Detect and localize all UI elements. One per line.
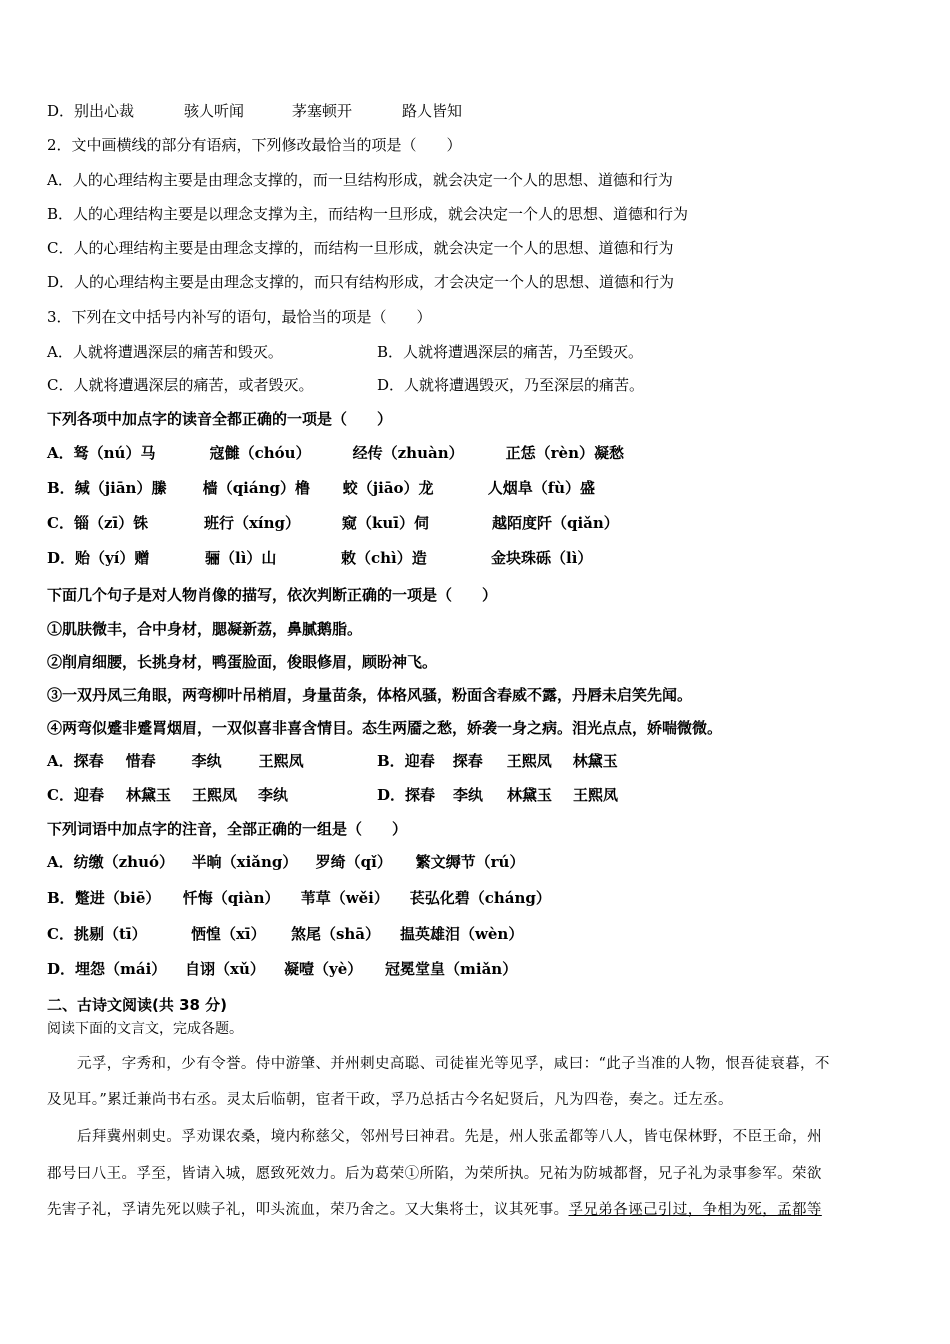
q2-option-d: D．人的心理结构主要是由理念支撑的，而只有结构形成，才会决定一个人的思想、道德和行为 <box>47 273 675 291</box>
option-item: 挑剔（tī） <box>73 925 147 943</box>
passage-line: 及见耳。”累迁兼尚书右丞。灵太后临朝，宦者干政，孚乃总括古今名妃贤后，凡为四卷，奏之。迁左丞。 <box>47 1092 733 1108</box>
option-item: 缄（jiān）縢 <box>74 479 167 497</box>
q5-sentence-4: ④两弯似蹙非蹙罥烟眉，一双似喜非喜含情目。态生两靥之愁，娇袭一身之病。泪光点点，娇喘微微。 <box>47 719 723 737</box>
q2-option-c: C．人的心理结构主要是由理念支撑的，而结构一旦形成，就会决定一个人的思想、道德和行为 <box>47 239 674 257</box>
passage-line: 元孚，字秀和，少有令誉。侍中游肇、并州刺史高聪、司徒崔光等见孚，咸曰：“此子当准的人物，恨吾徒衰暮，不 <box>77 1056 830 1072</box>
q4-stem: 下列各项中加点字的读音全都正确的一项是（ ） <box>47 410 393 428</box>
q4-option-b <box>47 478 595 498</box>
q3-options-ab <box>47 342 643 362</box>
option-item: 罗绮（qǐ） <box>315 853 392 871</box>
q3-option-d: D．人就将遭遇毁灭，乃至深层的痛苦。 <box>377 376 645 394</box>
option-item: 经传（zhuàn） <box>352 444 464 462</box>
option-label: C． <box>47 786 74 804</box>
option-item: 迎春 <box>404 752 435 770</box>
option-item: 驽（nú）马 <box>73 444 156 462</box>
q5-option-a <box>47 751 377 771</box>
q5-options-ab <box>47 751 618 771</box>
passage-line: 郡号曰八王。孚至，皆请入城，愿致死效力。后为葛荣①所陷，为荣所执。兄祐为防城都督，兄子礼为录事参军。荣欲 <box>47 1166 822 1182</box>
section-heading: 二、古诗文阅读(共 38 分) <box>47 996 228 1014</box>
option-item: 贻（yí）赠 <box>75 549 150 567</box>
option-label: A． <box>47 444 74 462</box>
option-item: 林黛玉 <box>507 786 553 804</box>
option-item: 蛟（jiāo）龙 <box>342 479 434 497</box>
option-item: 班行（xíng） <box>203 514 300 532</box>
option-item: 敕（chì）造 <box>341 549 427 567</box>
option-item: 别出心裁 <box>74 102 135 120</box>
option-item: 苇草（wěi） <box>300 889 389 907</box>
q3-option-a: A．人就将遭遇深层的痛苦和毁灭。 <box>47 343 283 361</box>
option-item: 纺缴（zhuó） <box>73 853 174 871</box>
q2-option-a: A．人的心理结构主要是由理念支撑的，而一旦结构形成，就会决定一个人的思想、道德和行为 <box>47 171 673 189</box>
q6-option-b <box>47 888 551 908</box>
q6-option-c <box>47 924 523 944</box>
option-item: 探春 <box>452 752 483 770</box>
q5-sentence-1: ①肌肤微丰，合中身材，腮凝新荔，鼻腻鹅脂。 <box>47 620 363 638</box>
option-item: 恓惶（xī） <box>190 925 266 943</box>
option-item: 埋怨（mái） <box>75 960 167 978</box>
option-item: 自诩（xǔ） <box>185 960 265 978</box>
option-label: D． <box>47 102 75 120</box>
q4-option-a <box>47 443 624 463</box>
q2-stem: 2．文中画横线的部分有语病，下列修改最恰当的项是（ ） <box>47 136 462 154</box>
option-item: 探春 <box>73 752 104 770</box>
option-item: 探春 <box>405 786 436 804</box>
option-item: 正恁（rèn）凝愁 <box>505 444 624 462</box>
option-item: 骇人听闻 <box>184 102 245 120</box>
option-label: D． <box>47 960 76 978</box>
option-item: 王熙凤 <box>573 786 619 804</box>
q6-option-d <box>47 959 517 979</box>
option-item: 惜春 <box>125 752 156 770</box>
option-label: A． <box>47 853 74 871</box>
q5-option-c <box>47 785 377 805</box>
option-item: 王熙凤 <box>506 752 552 770</box>
passage-line <box>47 1200 905 1220</box>
option-item: 煞尾（shā） <box>290 925 381 943</box>
option-item: 越陌度阡（qiǎn） <box>491 514 619 532</box>
q3-stem: 3．下列在文中括号内补写的语句，最恰当的项是（ ） <box>47 308 432 326</box>
option-item: 冠冕堂皇（miǎn） <box>385 960 518 978</box>
q3-option-c: C．人就将遭遇深层的痛苦，或者毁灭。 <box>47 376 314 394</box>
option-item: 凝噎（yè） <box>284 960 363 978</box>
passage-text: 先害子礼，孚请先死以赎子礼，叩头流血，荣乃舍之。又大集将士，议其死事。 <box>47 1202 569 1218</box>
option-item: 寇雠（chóu） <box>209 444 311 462</box>
option-item: 樯（qiáng）橹 <box>202 479 310 497</box>
q3-option-b: B．人就将遭遇深层的痛苦，乃至毁灭。 <box>377 343 644 361</box>
q5-option-b <box>377 752 618 770</box>
section-instruction: 阅读下面的文言文，完成各题。 <box>47 1021 243 1037</box>
option-label: C． <box>47 925 74 943</box>
option-item: 忏悔（qiàn） <box>182 889 280 907</box>
option-item: 林黛玉 <box>125 786 171 804</box>
option-label: B． <box>47 479 75 497</box>
q5-stem: 下面几个句子是对人物肖像的描写，依次判断正确的一项是（ ） <box>47 586 498 604</box>
q4-option-c <box>47 513 619 533</box>
option-item: 蹩进（biē） <box>74 889 161 907</box>
option-label: D． <box>47 549 76 567</box>
passage-line: 后拜冀州刺史。孚劝课农桑，境内称慈父，邻州号曰神君。先是，州人张孟都等八人，皆屯保林野，不臣王命，州 <box>77 1129 822 1145</box>
option-item: 迎春 <box>73 786 104 804</box>
q3-options-cd <box>47 375 644 395</box>
option-label: A． <box>47 752 74 770</box>
option-item: 苌弘化碧（cháng） <box>409 889 551 907</box>
option-item: 王熙凤 <box>191 786 237 804</box>
option-item: 人烟阜（fù）盛 <box>487 479 596 497</box>
option-item: 窥（kuī）伺 <box>341 514 429 532</box>
option-item: 林黛玉 <box>572 752 618 770</box>
option-label: B． <box>377 752 405 770</box>
option-item: 繁文缛节（rú） <box>415 853 525 871</box>
option-item: 半晌（xiǎng） <box>191 853 298 871</box>
option-item: 路人皆知 <box>402 102 463 120</box>
q5-sentence-3: ③一双丹凤三角眼，两弯柳叶吊梢眉，身量苗条，体格风骚，粉面含春威不露，丹唇未启笑先闻。 <box>47 686 693 704</box>
option-label: C． <box>47 514 74 532</box>
option-item: 金块珠砾（lì） <box>491 549 593 567</box>
option-item: 李纨 <box>453 786 484 804</box>
option-item: 锱（zī）铢 <box>73 514 149 532</box>
q4-option-d <box>47 548 592 568</box>
option-item: 茅塞顿开 <box>292 102 353 120</box>
option-label: D． <box>377 786 406 804</box>
underlined-sentence: 孚兄弟各诬己引过，争相为死，孟都等 <box>568 1202 822 1218</box>
q2-option-b: B．人的心理结构主要是以理念支撑为主，而结构一旦形成，就会决定一个人的思想、道德和行为 <box>47 205 689 223</box>
option-item: 王熙凤 <box>258 752 304 770</box>
option-item: 李纨 <box>191 752 222 770</box>
option-label: B． <box>47 889 75 907</box>
option-item: 揾英雄泪（wèn） <box>399 925 524 943</box>
q5-option-d <box>377 786 618 804</box>
option-item: 骊（lì）山 <box>205 549 277 567</box>
q1-option-d <box>47 101 462 121</box>
q5-sentence-2: ②削肩细腰，长挑身材，鸭蛋脸面，俊眼修眉，顾盼神飞。 <box>47 653 438 671</box>
q6-option-a <box>47 852 524 872</box>
q6-stem: 下列词语中加点字的注音，全部正确的一组是（ ） <box>47 820 408 838</box>
q5-options-cd <box>47 785 618 805</box>
option-item: 李纨 <box>257 786 288 804</box>
